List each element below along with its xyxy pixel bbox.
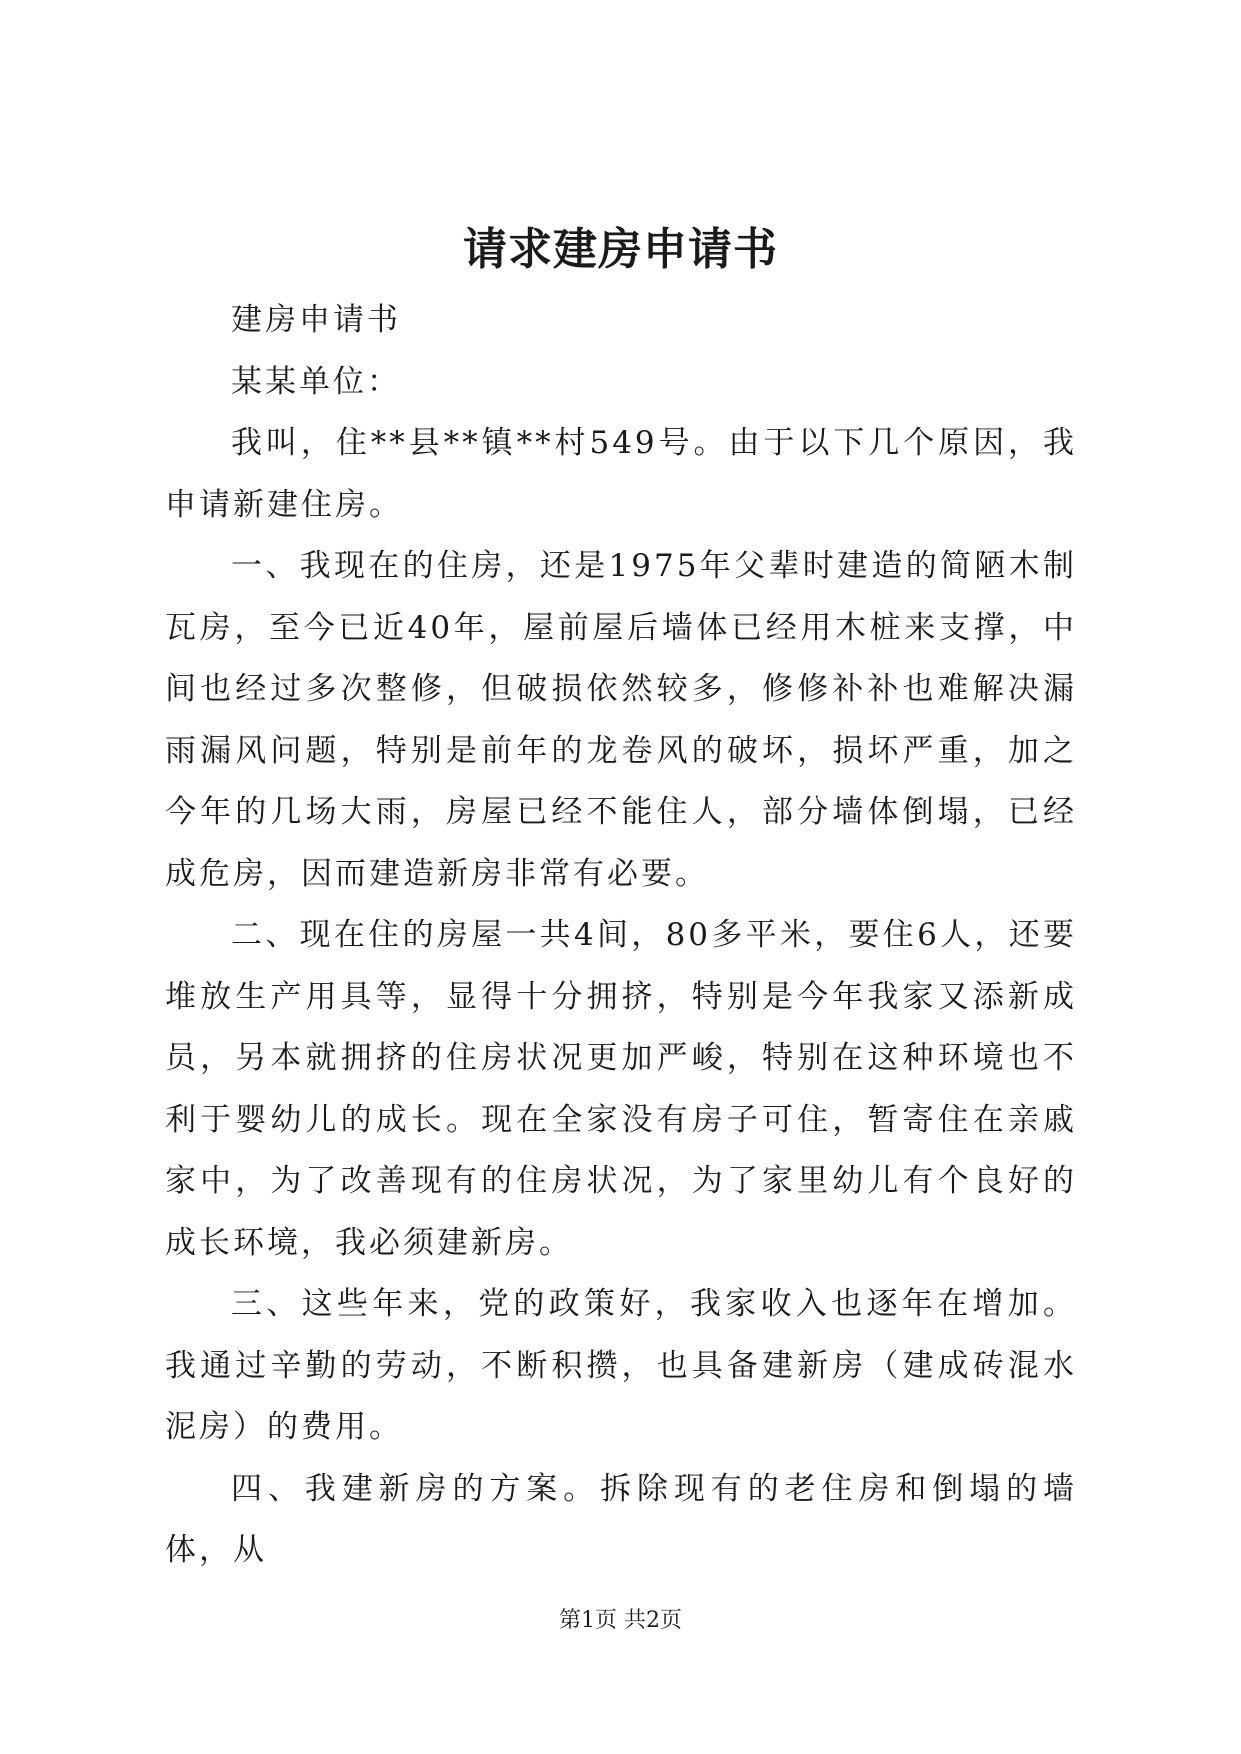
paragraph-salutation: 某某单位：: [231, 363, 401, 400]
paragraph-reason-4: 四、我建新房的方案。拆除现有的老住房和倒塌的墙体，从: [165, 1470, 1077, 1568]
paragraph-intro: 我叫，住**县**镇**村549号。由于以下几个原因，我申请新建住房。: [165, 425, 1077, 523]
paragraph-reason-2: 二、现在住的房屋一共4间，80多平米，要住6人，还要堆放生产用具等，显得十分拥挤，特别是今年我家又添新成员，另本就拥挤的住房状况更加严峻，特别在这种环境也不利于婴幼儿的成长。现在全家没有房子可住，暂寄住在亲戚家中，为了改善现有的住房状况，为了家里幼儿有个良好的成长环境，我必须建新房。: [165, 917, 1077, 1261]
paragraph-subtitle: 建房申请书: [231, 302, 401, 338]
page-footer: 第1页 共2页: [559, 1608, 682, 1633]
paragraph-reason-3: 三、这些年来，党的政策好，我家收入也逐年在增加。我通过辛勤的劳动，不断积攒，也具备建新房（建成砖混水泥房）的费用。: [165, 1286, 1077, 1445]
paragraph-reason-1: 一、我现在的住房，还是1975年父辈时建造的简陋木制瓦房，至今已近40年，屋前屋后墙体已经用木桩来支撑，中间也经过多次整修，但破损依然较多，修修补补也难解决漏雨漏风问题，特别是前年的龙卷风的破坏，损坏严重，加之今年的几场大雨，房屋已经不能住人，部分墙体倒塌，已经成危房，因而建造新房非常有必要。: [165, 548, 1077, 892]
document-title: 请求建房申请书: [463, 224, 778, 275]
document-body: [165, 290, 1077, 1582]
